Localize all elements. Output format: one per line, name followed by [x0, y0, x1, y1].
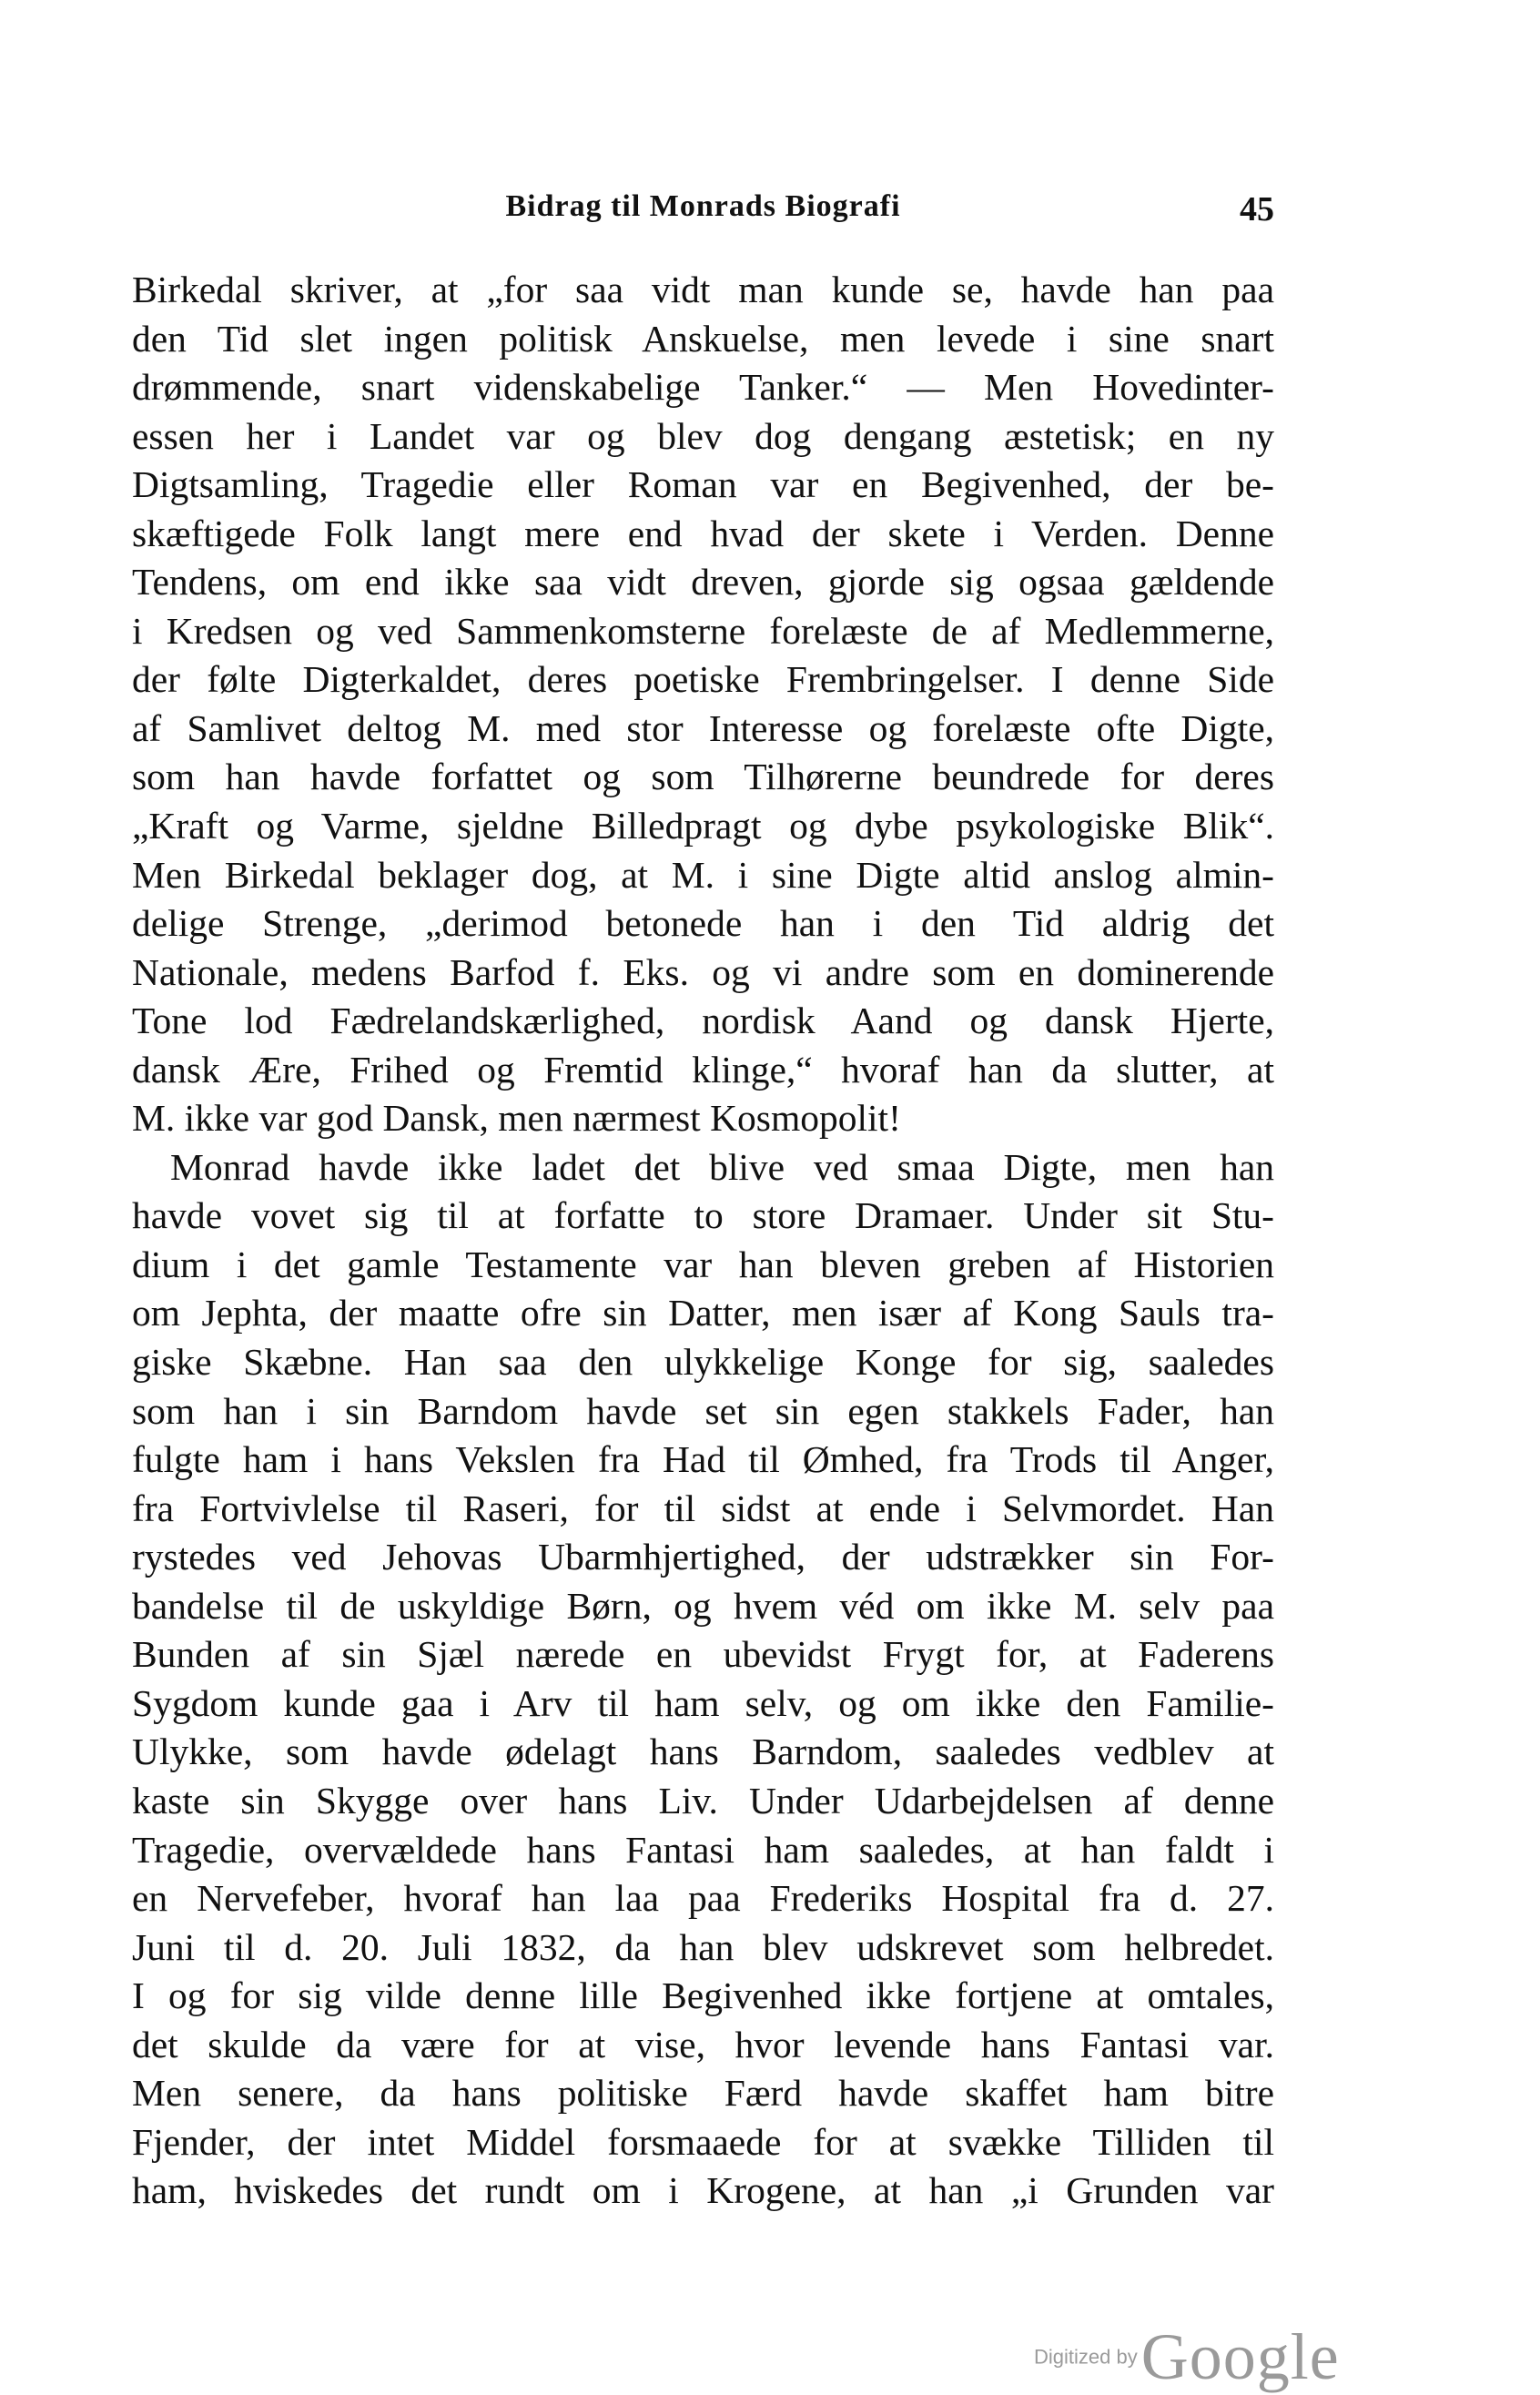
text-line: ham, hviskedes det rundt om i Krogene, at han „i Grunden var: [132, 2169, 1274, 2212]
text-line: drømmende, snart videnskabelige Tanker.“ — Men Hovedinter-: [132, 366, 1274, 409]
text-line: som han havde forfattet og som Tilhørerne beundrede for deres: [132, 756, 1274, 798]
page-header: [132, 189, 1274, 244]
running-title: Bidrag til Monrads Biografi: [505, 189, 901, 223]
text-line: Juni til d. 20. Juli 1832, da han blev udskrevet som helbredet.: [132, 1925, 1274, 1968]
text-line: en Nervefeber, hvoraf han laa paa Frederiks Hospital fra d. 27.: [132, 1877, 1274, 1920]
text-line: Digtsamling, Tragedie eller Roman var en Begivenhed, der be-: [132, 463, 1274, 506]
text-line: essen her i Landet var og blev dog dengang æstetisk; en ny: [132, 414, 1274, 457]
text-line: Fjender, der intet Middel forsmaaede for at svække Tilliden til: [132, 2120, 1274, 2163]
text-line: rystedes ved Jehovas Ubarmhjertighed, der udstrækker sin For-: [132, 1536, 1274, 1578]
page-number: 45: [1240, 190, 1274, 228]
text-line: om Jephta, der maatte ofre sin Datter, men især af Kong Sauls tra-: [132, 1292, 1274, 1335]
text-line: Monrad havde ikke ladet det blive ved smaa Digte, men han: [170, 1145, 1274, 1188]
text-line: giske Skæbne. Han saa den ulykkelige Konge for sig, saaledes: [132, 1341, 1274, 1384]
text-line: Sygdom kunde gaa i Arv til ham selv, og om ikke den Familie-: [132, 1681, 1274, 1724]
text-line: dium i det gamle Testamente var han bleven greben af Historien: [132, 1243, 1274, 1285]
text-line: I og for sig vilde denne lille Begivenhed ikke fortjene at omtales,: [132, 1974, 1274, 2017]
text-line: fra Fortvivlelse til Raseri, for til sidst at ende i Selvmordet. Han: [132, 1487, 1274, 1529]
text-line: delige Strenge, „derimod betonede han i den Tid aldrig det: [132, 902, 1274, 945]
text-line: dansk Ære, Frihed og Fremtid klinge,“ hvoraf han da slutter, at: [132, 1048, 1274, 1091]
text-line: Ulykke, som havde ødelagt hans Barndom, saaledes vedblev at: [132, 1730, 1274, 1773]
body-text: [132, 266, 1274, 2216]
text-line: Men senere, da hans politiske Færd havde skaffet ham bitre: [132, 2072, 1274, 2115]
text-line: som han i sin Barndom havde set sin egen stakkels Fader, han: [132, 1389, 1274, 1432]
text-line: M. ikke var god Dansk, men nærmest Kosmopolit!: [132, 1097, 901, 1140]
text-line: Tone lod Fædrelandskærlighed, nordisk Aand og dansk Hjerte,: [132, 1000, 1274, 1042]
watermark-brand: Google: [1140, 2320, 1340, 2393]
text-line: bandelse til de uskyldige Børn, og hvem véd om ikke M. selv paa: [132, 1584, 1274, 1627]
text-line: i Kredsen og ved Sammenkomsterne forelæste de af Medlemmerne,: [132, 609, 1274, 652]
text-line: af Samlivet deltog M. med stor Interesse og forelæste ofte Digte,: [132, 706, 1274, 749]
text-line: Nationale, medens Barfod f. Eks. og vi andre som en dominerende: [132, 950, 1274, 993]
text-line: Bunden af sin Sjæl nærede en ubevidst Frygt for, at Faderens: [132, 1633, 1274, 1676]
text-line: skæftigede Folk langt mere end hvad der skete i Verden. Denne: [132, 512, 1274, 554]
digitized-by-google-watermark: [1034, 2319, 1340, 2395]
watermark-prefix: Digitized by: [1034, 2345, 1138, 2369]
text-line: kaste sin Skygge over hans Liv. Under Udarbejdelsen af denne: [132, 1779, 1274, 1822]
text-line: „Kraft og Varme, sjeldne Billedpragt og dybe psykologiske Blik“.: [132, 805, 1274, 847]
text-line: Birkedal skriver, at „for saa vidt man kunde se, havde han paa: [132, 269, 1274, 310]
text-line: der følte Digterkaldet, deres poetiske Frembringelser. I denne Side: [132, 658, 1274, 701]
text-line: havde vovet sig til at forfatte to store Dramaer. Under sit Stu-: [132, 1194, 1274, 1237]
text-line: det skulde da være for at vise, hvor levende hans Fantasi var.: [132, 2023, 1274, 2065]
text-line: Tendens, om end ikke saa vidt dreven, gjorde sig ogsaa gældende: [132, 561, 1274, 604]
text-line: fulgte ham i hans Vekslen fra Had til Ømhed, fra Trods til Anger,: [132, 1438, 1274, 1481]
text-line: Tragedie, overvældede hans Fantasi ham saaledes, at han faldt i: [132, 1828, 1274, 1871]
text-line: Men Birkedal beklager dog, at M. i sine Digte altid anslog almin-: [132, 853, 1274, 896]
text-line: den Tid slet ingen politisk Anskuelse, men levede i sine snart: [132, 317, 1274, 360]
